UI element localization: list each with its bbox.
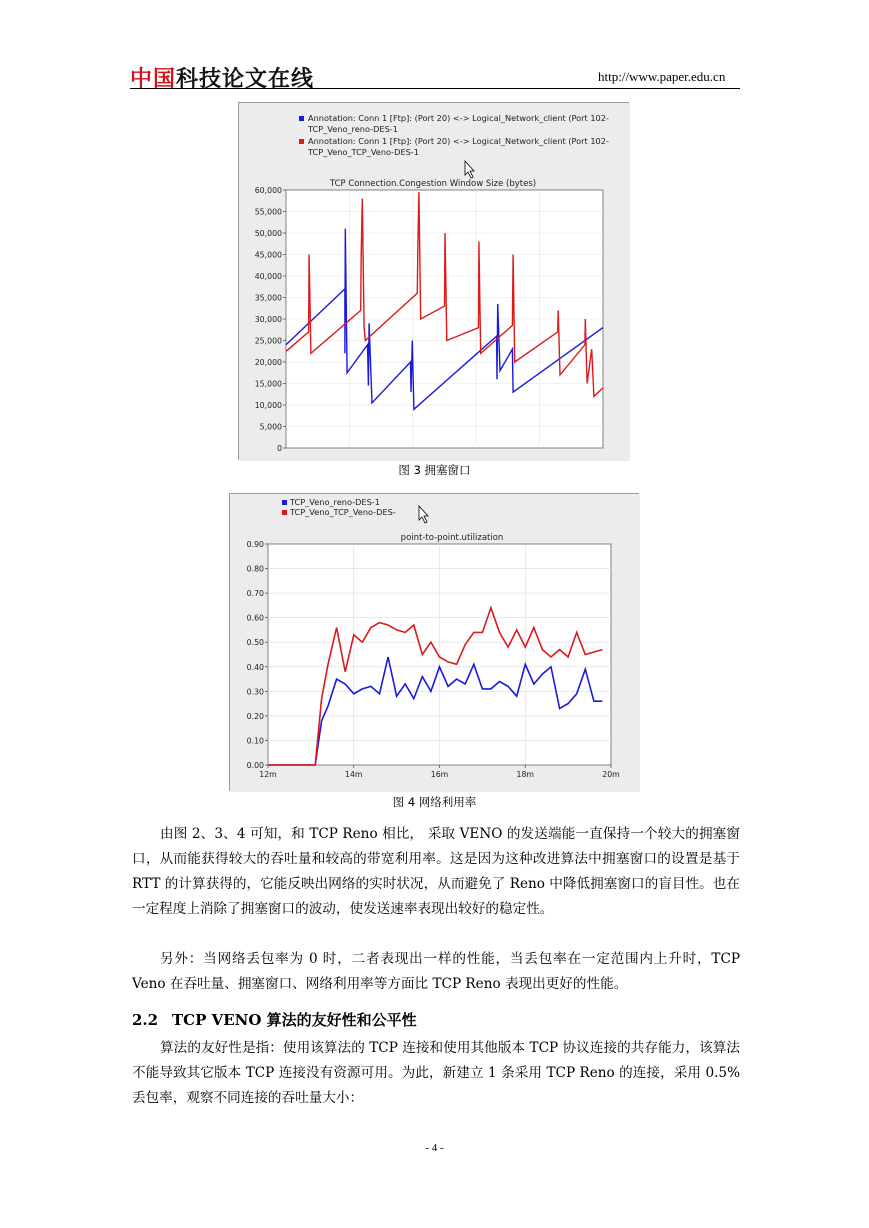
y-tick-label: 30,000 bbox=[254, 315, 282, 324]
y-tick-label: 10,000 bbox=[254, 401, 282, 410]
logo-black-text: 科技论文在线 bbox=[176, 67, 315, 92]
header-url[interactable]: http://www.paper.edu.cn bbox=[598, 69, 726, 84]
legend-red-line1: Annotation: Conn 1 [Ftp]: (Port 20) <-> Logical_Network_client (Port 102- bbox=[308, 136, 609, 146]
x-tick-label: 18m bbox=[516, 770, 535, 779]
y-tick-label: 0.50 bbox=[246, 638, 264, 648]
y-tick-label: 35,000 bbox=[254, 293, 282, 303]
y-tick-label: 20,000 bbox=[254, 358, 282, 367]
paragraph-1-text: 由图 2、3、4 可知，和 TCP Reno 相比， 采取 VENO 的发送端能一直保持一个较大的拥塞窗口，从而能获得较大的吞吐量和较高的带宽利用率。这是因为这种改进算法中拥塞窗口的设置是基于 RTT 的计算获得的，它能反映出网络的实时状况，从而避免了 Reno 中降低拥塞窗口的盲目性。也在一定程度上消除了拥塞窗口的波动，使发送速率表现出较好的稳定性。 bbox=[132, 826, 740, 917]
paragraph-2 bbox=[132, 947, 740, 997]
chart-title: point-to-point.utilization bbox=[400, 533, 504, 543]
figure-3-caption: 图 3 拥塞窗口 bbox=[398, 463, 471, 477]
section-heading bbox=[132, 1009, 417, 1030]
figure-3-chart bbox=[239, 103, 630, 461]
figure-3-panel bbox=[238, 102, 629, 460]
y-tick-label: 0 bbox=[277, 444, 282, 453]
page-number: - 4 - bbox=[425, 1142, 444, 1154]
x-tick-label: 14m bbox=[344, 770, 363, 779]
y-tick-label: 0.80 bbox=[246, 564, 264, 574]
legend-red-label: TCP_Veno_TCP_Veno-DES- bbox=[290, 507, 396, 517]
y-tick-label: 0.60 bbox=[246, 613, 264, 623]
legend-blue-line1: Annotation: Conn 1 [Ftp]: (Port 20) <-> Logical_Network_client (Port 102- bbox=[308, 113, 609, 123]
y-tick-label: 0.40 bbox=[246, 662, 264, 672]
legend-blue-label: TCP_Veno_reno-DES-1 bbox=[290, 497, 380, 507]
x-tick-label: 16m bbox=[430, 770, 449, 779]
y-tick-label: 45,000 bbox=[254, 250, 282, 260]
paragraph-1 bbox=[132, 822, 740, 922]
y-tick-label: 5,000 bbox=[259, 422, 282, 432]
x-tick-label: 20m bbox=[602, 770, 620, 779]
y-tick-label: 50,000 bbox=[254, 229, 282, 238]
section-title: TCP VENO 算法的友好性和公平性 bbox=[172, 1011, 417, 1029]
legend-swatch-red bbox=[282, 510, 287, 515]
section-number: 2.2 bbox=[132, 1011, 159, 1029]
y-tick-label: 0.00 bbox=[246, 761, 264, 770]
y-tick-label: 60,000 bbox=[254, 186, 282, 195]
y-tick-label: 0.20 bbox=[246, 711, 264, 721]
figure-4-chart bbox=[230, 494, 640, 792]
x-tick-label: 12m bbox=[259, 770, 277, 779]
legend-swatch-blue bbox=[282, 500, 287, 505]
paragraph-3-text: 算法的友好性是指：使用该算法的 TCP 连接和使用其他版本 TCP 协议连接的共存能力，该算法不能导致其它版本 TCP 连接没有资源可用。为此，新建立 1 条采用 TCP Reno 的连接，采用 0.5%丢包率，观察不同连接的吞吐量大小： bbox=[132, 1040, 740, 1106]
legend-red-line2: TCP_Veno_TCP_Veno-DES-1 bbox=[308, 147, 419, 157]
logo-red-text: 中国 bbox=[130, 67, 177, 92]
y-tick-label: 0.90 bbox=[246, 540, 264, 549]
y-tick-label: 25,000 bbox=[254, 336, 282, 346]
header-rule bbox=[130, 88, 740, 89]
figure-4-caption: 图 4 网络利用率 bbox=[392, 795, 477, 809]
figure-4-panel bbox=[229, 493, 639, 791]
y-tick-label: 15,000 bbox=[254, 379, 282, 389]
legend-blue-line2: TCP_Veno_reno-DES-1 bbox=[308, 124, 398, 134]
legend-swatch-red bbox=[299, 139, 304, 144]
y-tick-label: 40,000 bbox=[254, 272, 282, 281]
chart-title: TCP Connection.Congestion Window Size (bytes) bbox=[329, 179, 537, 189]
legend-swatch-blue bbox=[299, 116, 304, 121]
y-tick-label: 0.30 bbox=[246, 687, 264, 697]
y-tick-label: 55,000 bbox=[254, 207, 282, 217]
y-tick-label: 0.10 bbox=[246, 736, 264, 746]
paragraph-3 bbox=[132, 1036, 740, 1111]
y-tick-label: 0.70 bbox=[246, 589, 264, 599]
paragraph-2-text: 另外：当网络丢包率为 0 时，二者表现出一样的性能，当丢包率在一定范围内上升时，TCP Veno 在吞吐量、拥塞窗口、网络利用率等方面比 TCP Reno 表现出更好的性能。 bbox=[132, 951, 740, 992]
